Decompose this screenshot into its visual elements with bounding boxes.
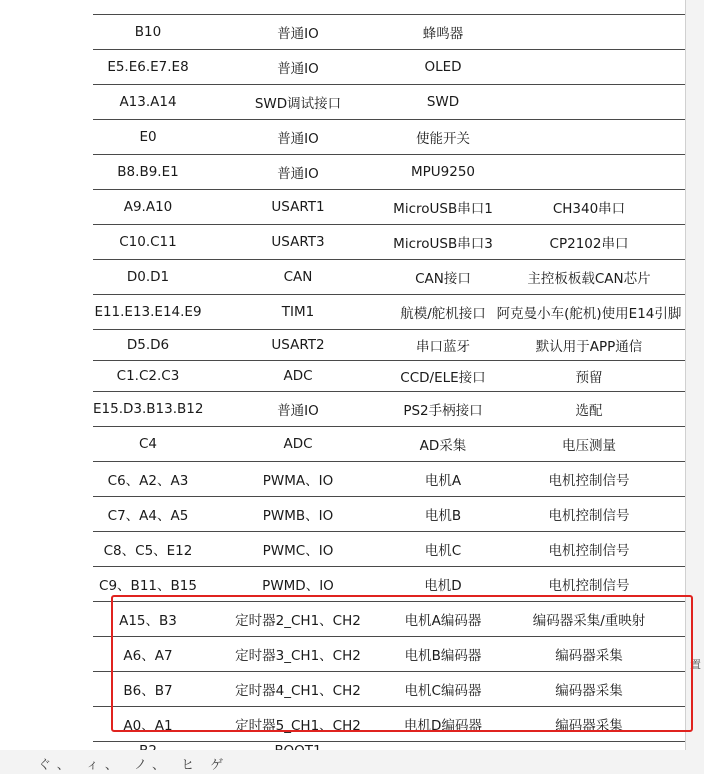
table-row	[93, 190, 685, 225]
table-row	[93, 497, 685, 532]
table-cell: C9、B11、B15	[93, 567, 203, 602]
table-cell: A6、A7	[93, 637, 203, 672]
table-cell: 使能开关	[393, 120, 493, 155]
table-cell: 普通IO	[203, 50, 393, 85]
table-cell: 航模/舵机接口	[393, 295, 493, 330]
table-cell	[493, 50, 685, 85]
table-cell: 预留	[493, 361, 685, 392]
table-cell: D5.D6	[93, 330, 203, 361]
table-row	[93, 672, 685, 707]
table-cell: 串口蓝牙	[393, 330, 493, 361]
table-cell: 电机B	[393, 497, 493, 532]
table-cell: 电机D	[393, 567, 493, 602]
table-cell: C8、C5、E12	[93, 532, 203, 567]
table-cell: USART3	[203, 225, 393, 260]
pin-assignment-table	[93, 14, 685, 759]
table-row	[93, 567, 685, 602]
table-row	[93, 260, 685, 295]
table-cell: 定时器2_CH1、CH2	[203, 602, 393, 637]
table-cell: E0	[93, 120, 203, 155]
table-row	[93, 15, 685, 50]
table-cell: 编码器采集	[493, 672, 685, 707]
table-cell: AD采集	[393, 427, 493, 462]
table-cell: 普通IO	[203, 120, 393, 155]
table-cell: 电机控制信号	[493, 462, 685, 497]
table-cell: 选配	[493, 392, 685, 427]
table-cell: B8.B9.E1	[93, 155, 203, 190]
table-cell: 电机控制信号	[493, 532, 685, 567]
table-cell: PS2手柄接口	[393, 392, 493, 427]
table-row	[93, 637, 685, 672]
table-cell: CCD/ELE接口	[393, 361, 493, 392]
table-cell: D0.D1	[93, 260, 203, 295]
table-cell: 电压测量	[493, 427, 685, 462]
table-row	[93, 361, 685, 392]
table-cell: 电机C	[393, 532, 493, 567]
table-cell: 默认用于APP通信	[493, 330, 685, 361]
table-cell: TIM1	[203, 295, 393, 330]
table-row	[93, 225, 685, 260]
table-cell	[493, 155, 685, 190]
table-cell: 电机A编码器	[393, 602, 493, 637]
table-cell: 电机D编码器	[393, 707, 493, 742]
table-cell: SWD调试接口	[203, 85, 393, 120]
table-cell: CAN接口	[393, 260, 493, 295]
table-cell: OLED	[393, 50, 493, 85]
table-row	[93, 427, 685, 462]
table-cell: 编码器采集	[493, 637, 685, 672]
table-row	[93, 462, 685, 497]
table-cell: 电机A	[393, 462, 493, 497]
table-cell: MicroUSB串口1	[393, 190, 493, 225]
table-cell: PWMC、IO	[203, 532, 393, 567]
table-cell: 主控板板载CAN芯片	[493, 260, 685, 295]
table-cell	[493, 85, 685, 120]
table-cell: 电机C编码器	[393, 672, 493, 707]
table-cell: E11.E13.E14.E9	[93, 295, 203, 330]
table-cell: ADC	[203, 427, 393, 462]
pin-table-body	[93, 15, 685, 760]
table-cell: E5.E6.E7.E8	[93, 50, 203, 85]
table-cell	[493, 120, 685, 155]
table-row	[93, 50, 685, 85]
table-cell: A9.A10	[93, 190, 203, 225]
table-cell: B6、B7	[93, 672, 203, 707]
table-cell: 普通IO	[203, 155, 393, 190]
table-cell: C4	[93, 427, 203, 462]
table-cell: E15.D3.B13.B12	[93, 392, 203, 427]
table-cell: CAN	[203, 260, 393, 295]
table-cell: PWMD、IO	[203, 567, 393, 602]
table-cell	[493, 15, 685, 50]
table-cell: MicroUSB串口3	[393, 225, 493, 260]
table-row	[93, 602, 685, 637]
table-row	[93, 330, 685, 361]
table-cell: 电机控制信号	[493, 567, 685, 602]
table-cell: C6、A2、A3	[93, 462, 203, 497]
table-row	[93, 295, 685, 330]
table-cell: USART2	[203, 330, 393, 361]
side-text-fragment: 置	[690, 658, 701, 671]
table-row	[93, 155, 685, 190]
table-cell: 定时器4_CH1、CH2	[203, 672, 393, 707]
table-cell: A13.A14	[93, 85, 203, 120]
table-cell: A0、A1	[93, 707, 203, 742]
table-cell: 定时器3_CH1、CH2	[203, 637, 393, 672]
table-cell: C1.C2.C3	[93, 361, 203, 392]
table-cell: SWD	[393, 85, 493, 120]
table-cell: ADC	[203, 361, 393, 392]
table-row	[93, 120, 685, 155]
table-cell: MPU9250	[393, 155, 493, 190]
table-row	[93, 85, 685, 120]
table-cell: C7、A4、A5	[93, 497, 203, 532]
table-row	[93, 532, 685, 567]
table-row	[93, 392, 685, 427]
table-cell: CP2102串口	[493, 225, 685, 260]
bottom-text-fragment: ぐ、 ィ、 ノ、 ヒ ゲ	[38, 758, 230, 773]
table-cell: 编码器采集	[493, 707, 685, 742]
table-cell: C10.C11	[93, 225, 203, 260]
table-cell: 蜂鸣器	[393, 15, 493, 50]
table-cell: A15、B3	[93, 602, 203, 637]
table-cell: PWMB、IO	[203, 497, 393, 532]
table-cell: 电机B编码器	[393, 637, 493, 672]
table-cell: 编码器采集/重映射	[493, 602, 685, 637]
table-cell: 电机控制信号	[493, 497, 685, 532]
table-cell: CH340串口	[493, 190, 685, 225]
table-cell: B10	[93, 15, 203, 50]
table-cell: PWMA、IO	[203, 462, 393, 497]
table-cell: 阿克曼小车(舵机)使用E14引脚	[493, 295, 685, 330]
table-cell: 普通IO	[203, 15, 393, 50]
table-cell: 定时器5_CH1、CH2	[203, 707, 393, 742]
table-row	[93, 707, 685, 742]
table-cell: USART1	[203, 190, 393, 225]
bottom-strip	[0, 750, 704, 774]
table-cell: 普通IO	[203, 392, 393, 427]
